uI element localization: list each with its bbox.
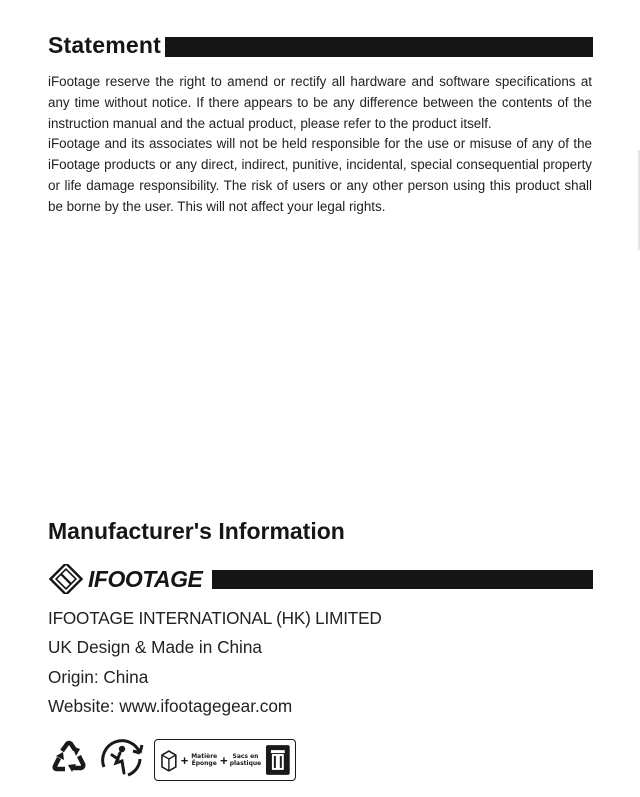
website-line: Website: www.ifootagegear.com [48,695,293,716]
manufacturer-details [48,604,382,721]
statement-body [48,72,592,218]
sponge-material-label: Matière Éponge [191,753,218,767]
company-name: IFOOTAGE INTERNATIONAL (HK) LIMITED [48,608,382,628]
brand-logo-icon [48,564,84,594]
statement-heading-bar [165,37,593,57]
plus-sign: + [180,752,189,768]
statement-heading-row [48,30,593,60]
triman-icon [98,737,146,783]
design-origin-line: UK Design & Made in China [48,637,262,658]
brand-wordmark: IFOOTAGE [88,565,203,592]
packaging-box-icon [159,747,179,773]
brand-row [48,562,593,596]
statement-heading: Statement [48,31,161,58]
origin-line: Origin: China [48,666,149,687]
plus-sign: + [220,752,228,768]
recycling-bin-icon [265,744,291,776]
plastic-bags-label: Sacs en plastique [229,753,262,767]
statement-paragraph-1: iFootage reserve the right to amend or rectify all hardware and software specifications at any time without notice. If there appears to be any difference between the contents of the instruction manual and the actual product, please refer to the product itself. [48,74,592,131]
brand-logo [48,564,202,594]
sorting-info-box [154,739,296,781]
manufacturer-heading: Manufacturer's Information [48,518,345,544]
recycling-icons-row [48,736,296,784]
brand-bar [212,570,593,589]
statement-paragraph-2: iFootage and its associates will not be held responsible for the use or misuse of any of the iFootage products or any direct, indirect, punitive, incidental, special consequential property or life damage responsibility. The risk of users or any other person using this product shall be borne by the user. This will not affect your legal rights. [48,136,592,214]
recycle-icon [48,739,90,781]
